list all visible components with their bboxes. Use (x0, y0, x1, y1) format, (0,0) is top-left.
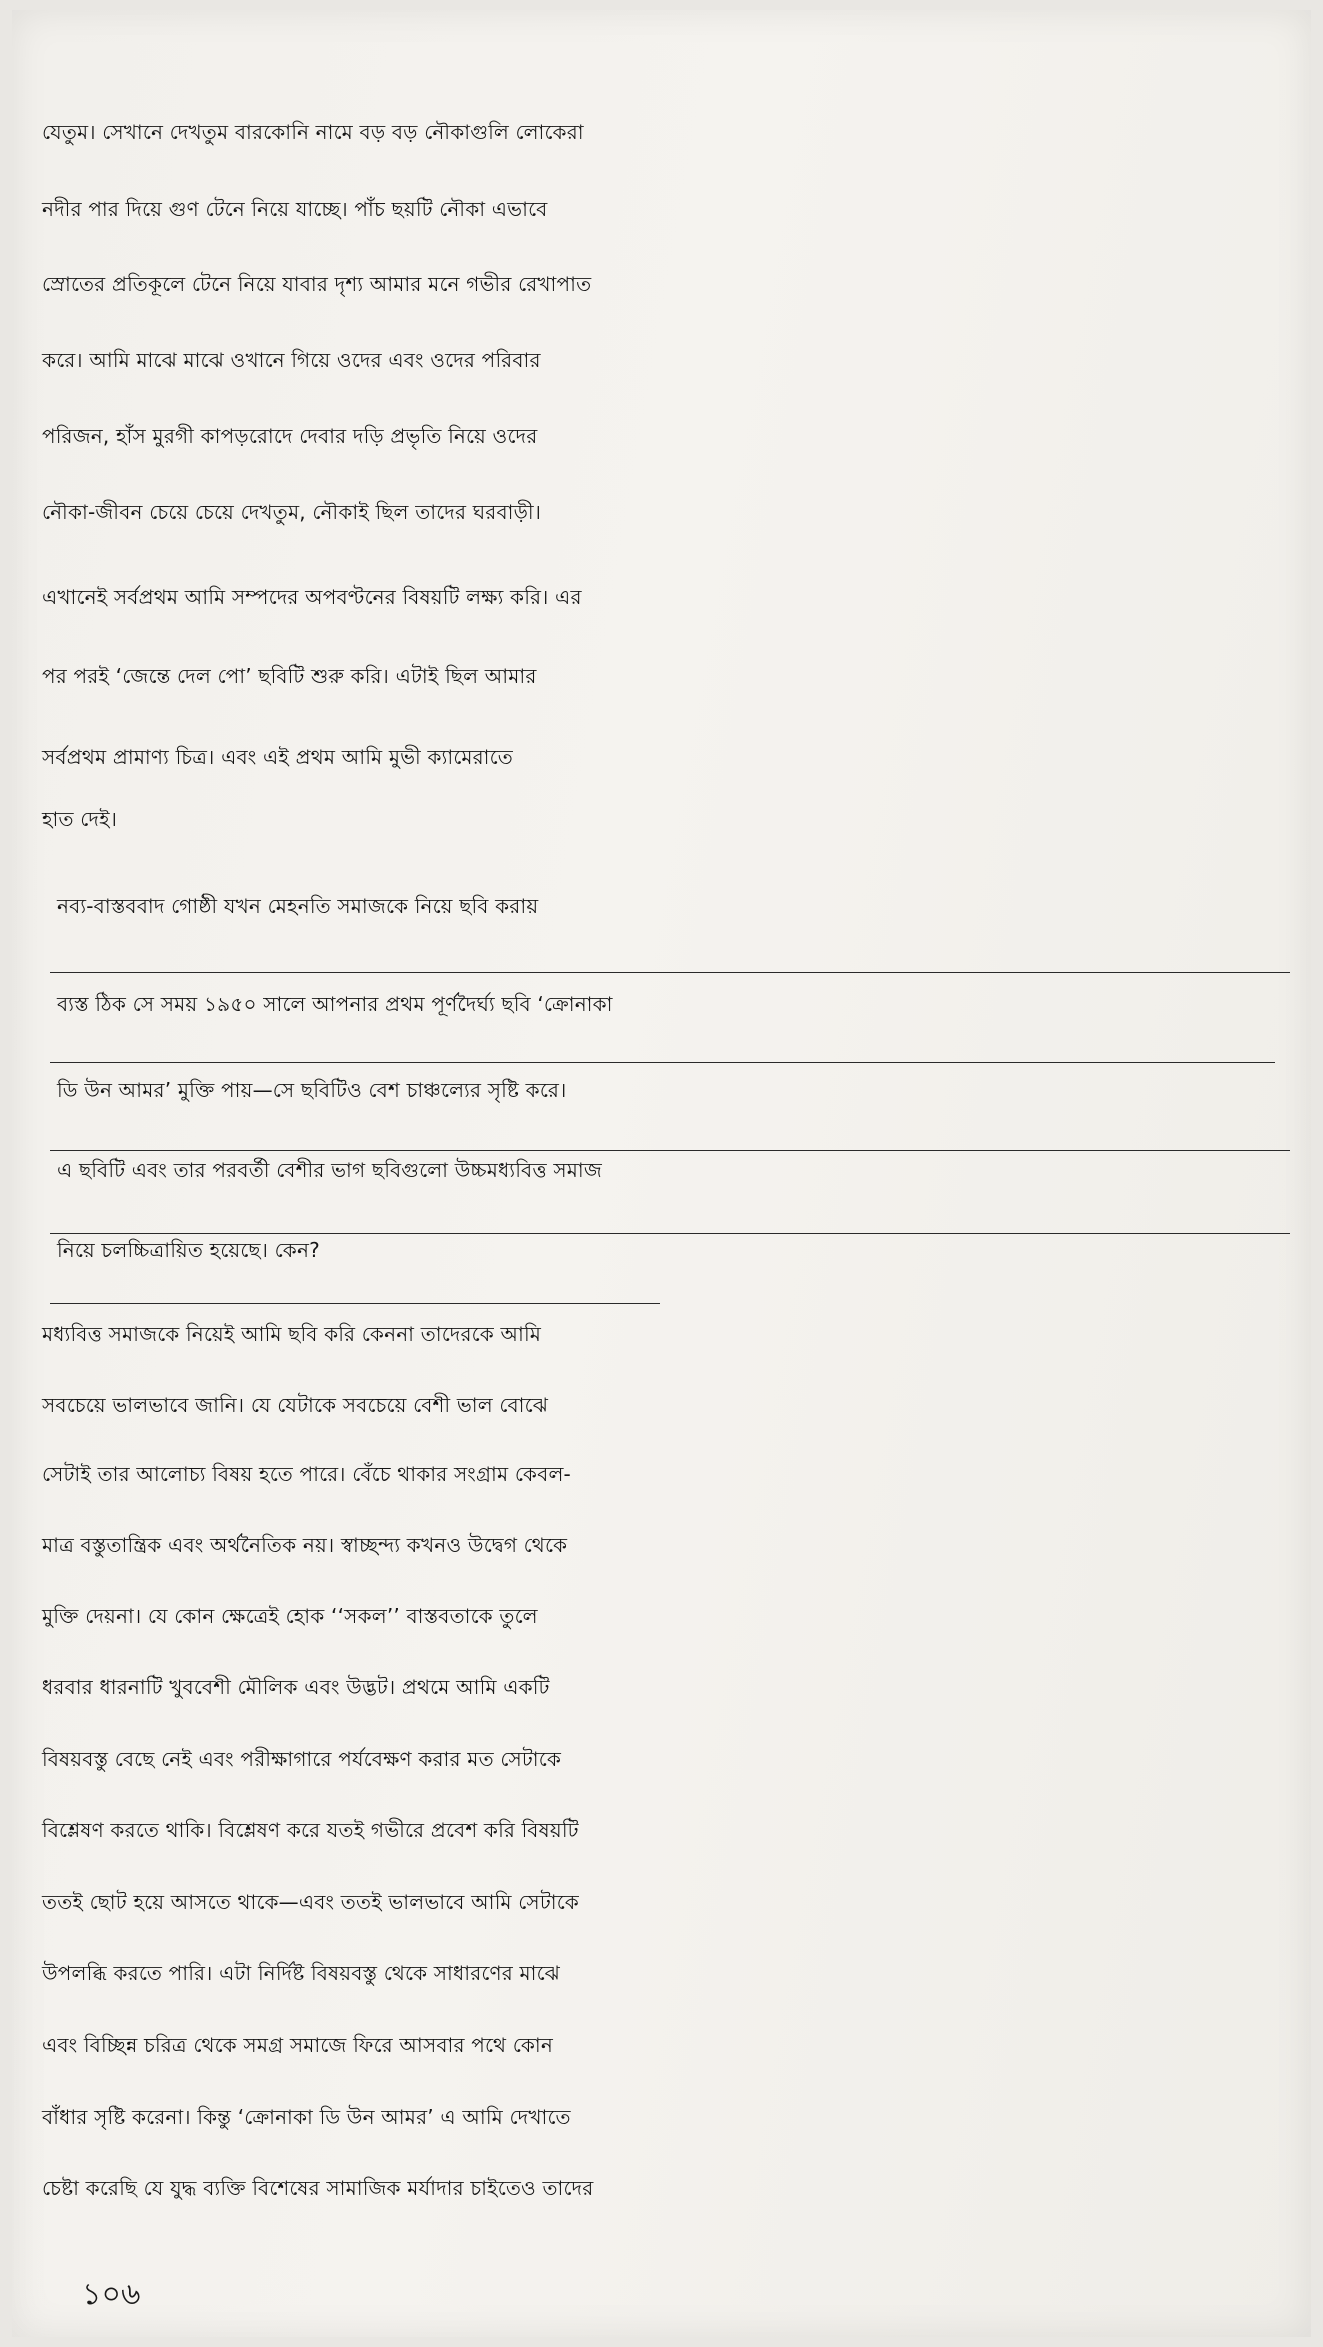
underline (50, 1233, 1290, 1234)
answer-line: মুক্তি দেয়না। যে কোন ক্ষেত্রেই হোক ‘‘সকল’’ বাস্তবতাকে তুলে (42, 1604, 538, 1628)
text-line: স্রোতের প্রতিকূলে টেনে নিয়ে যাবার দৃশ্য আমার মনে গভীর রেখাপাত (42, 272, 592, 296)
question-line: এ ছবিটি এবং তার পরবর্তী বেশীর ভাগ ছবিগুলো উচ্চমধ্যবিত্ত সমাজ (57, 1158, 602, 1182)
answer-line: মধ্যবিত্ত সমাজকে নিয়েই আমি ছবি করি কেননা তাদেরকে আমি (42, 1322, 542, 1346)
text-line: পর পরই ‘জেন্তে দেল পো’ ছবিটি শুরু করি। এটাই ছিল আমার (42, 664, 537, 688)
answer-line: চেষ্টা করেছি যে যুদ্ধ ব্যক্তি বিশেষের সামাজিক মর্যাদার চাইতেও তাদের (42, 2176, 594, 2200)
text-line: সর্বপ্রথম প্রামাণ্য চিত্র। এবং এই প্রথম আমি মুভী ক্যামেরাতে (42, 745, 513, 769)
answer-line: সবচেয়ে ভালভাবে জানি। যে যেটাকে সবচেয়ে বেশী ভাল বোঝে (42, 1393, 549, 1417)
text-line: নৌকা-জীবন চেয়ে চেয়ে দেখতুম, নৌকাই ছিল তাদের ঘরবাড়ী। (42, 500, 542, 524)
text-line: নদীর পার দিয়ে গুণ টেনে নিয়ে যাচ্ছে। পাঁচ ছয়টি নৌকা এভাবে (42, 197, 548, 221)
text-line: করে। আমি মাঝে মাঝে ওখানে গিয়ে ওদের এবং ওদের পরিবার (42, 348, 541, 372)
question-line: ব্যস্ত ঠিক সে সময় ১৯৫০ সালে আপনার প্রথম পূর্ণদৈর্ঘ্য ছবি ‘ক্রোনাকা (57, 992, 613, 1016)
answer-line: উপলব্ধি করতে পারি। এটা নির্দিষ্ট বিষয়বস্তু থেকে সাধারণের মাঝে (42, 1961, 560, 1985)
page-number: ১০৬ (82, 2277, 141, 2312)
answer-line: বাঁধার সৃষ্টি করেনা। কিন্তু ‘ক্রোনাকা ডি উন আমর’ এ আমি দেখাতে (42, 2105, 571, 2129)
question-line: নব্য-বাস্তববাদ গোষ্ঠী যখন মেহনতি সমাজকে নিয়ে ছবি করায় (57, 894, 539, 918)
answer-line: মাত্র বস্তুতান্ত্রিক এবং অর্থনৈতিক নয়। স্বাচ্ছন্দ্য কখনও উদ্বেগ থেকে (42, 1533, 568, 1557)
question-line: নিয়ে চলচ্চিত্রায়িত হয়েছে। কেন? (57, 1238, 320, 1262)
answer-line: সেটাই তার আলোচ্য বিষয় হতে পারে। বেঁচে থাকার সংগ্রাম কেবল- (42, 1462, 571, 1486)
book-page (12, 10, 1311, 2337)
text-line: এখানেই সর্বপ্রথম আমি সম্পদের অপবণ্টনের বিষয়টি লক্ষ্য করি। এর (42, 585, 582, 609)
text-line: পরিজন, হাঁস মুরগী কাপড়রোদে দেবার দড়ি প্রভৃতি নিয়ে ওদের (42, 424, 538, 448)
answer-line: এবং বিচ্ছিন্ন চরিত্র থেকে সমগ্র সমাজে ফিরে আসবার পথে কোন (42, 2033, 554, 2057)
underline (50, 972, 1290, 973)
answer-line: বিষয়বস্তু বেছে নেই এবং পরীক্ষাগারে পর্যবেক্ষণ করার মত সেটাকে (42, 1747, 562, 1771)
answer-line: বিশ্লেষণ করতে থাকি। বিশ্লেষণ করে যতই গভীরে প্রবেশ করি বিষয়টি (42, 1818, 579, 1842)
underline (50, 1062, 1275, 1063)
text-line: যেতুম। সেখানে দেখতুম বারকোনি নামে বড় বড় নৌকাগুলি লোকেরা (42, 120, 584, 144)
answer-line: ধরবার ধারনাটি খুববেশী মৌলিক এবং উদ্ভট। প্রথমে আমি একটি (42, 1675, 550, 1699)
underline (50, 1303, 660, 1304)
text-line: হাত দেই। (42, 807, 118, 831)
underline (50, 1150, 1290, 1151)
question-line: ডি উন আমর’ মুক্তি পায়—সে ছবিটিও বেশ চাঞ্চল্যের সৃষ্টি করে। (57, 1078, 567, 1102)
answer-line: ততই ছোট হয়ে আসতে থাকে—এবং ততই ভালভাবে আমি সেটাকে (42, 1890, 579, 1914)
